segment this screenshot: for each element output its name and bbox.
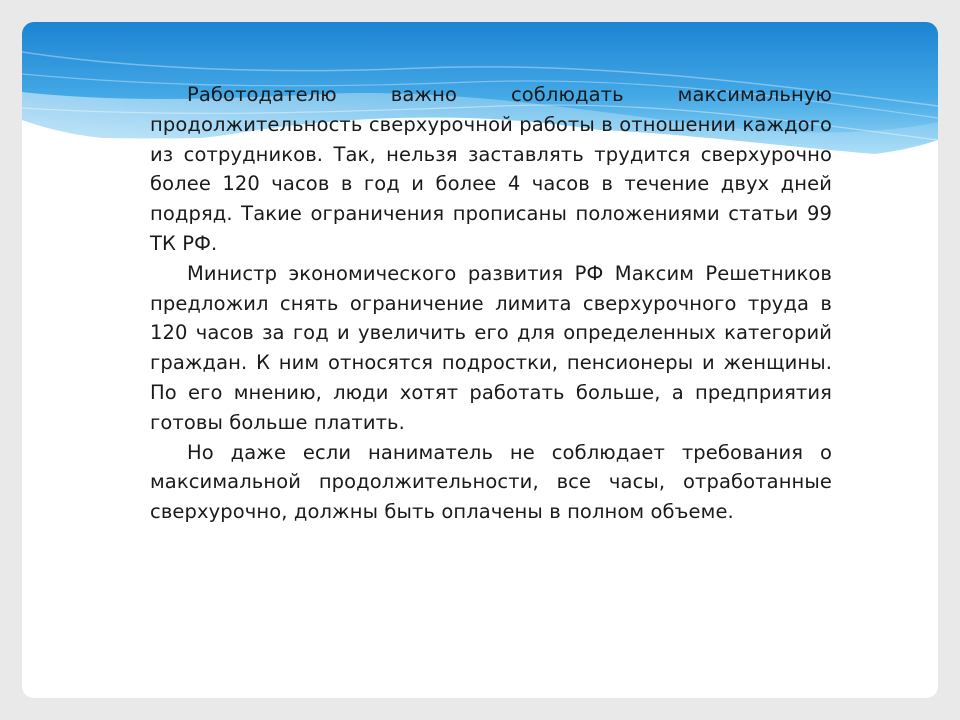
- slide: [22, 22, 938, 698]
- slide-body-text: [150, 80, 832, 527]
- paragraph-3: Но даже если наниматель не соблюдает требования о максимальной продолжительности, все часы, отработанные сверхурочно, должны быть оплачены в полном объеме.: [150, 440, 832, 524]
- paragraph-2: Министр экономического развития РФ Максим Решетников предложил снять ограничение лимита сверхурочного труда в 120 часов за год и увеличить его для определенных категорий граждан. К ним относятся подростки, пенсионеры и женщины. По его мнению, люди хотят работать больше, а предприятия готовы больше платить.: [150, 261, 832, 434]
- paragraph-1: Работодателю важно соблюдать максимальную продолжительность сверхурочной работы в отношении каждого из сотрудников. Так, нельзя заставлять трудится сверхурочно более 120 часов в год и более 4 часов в течение двух дней подряд. Такие ограничения прописаны положениями статьи 99 ТК РФ.: [150, 83, 832, 255]
